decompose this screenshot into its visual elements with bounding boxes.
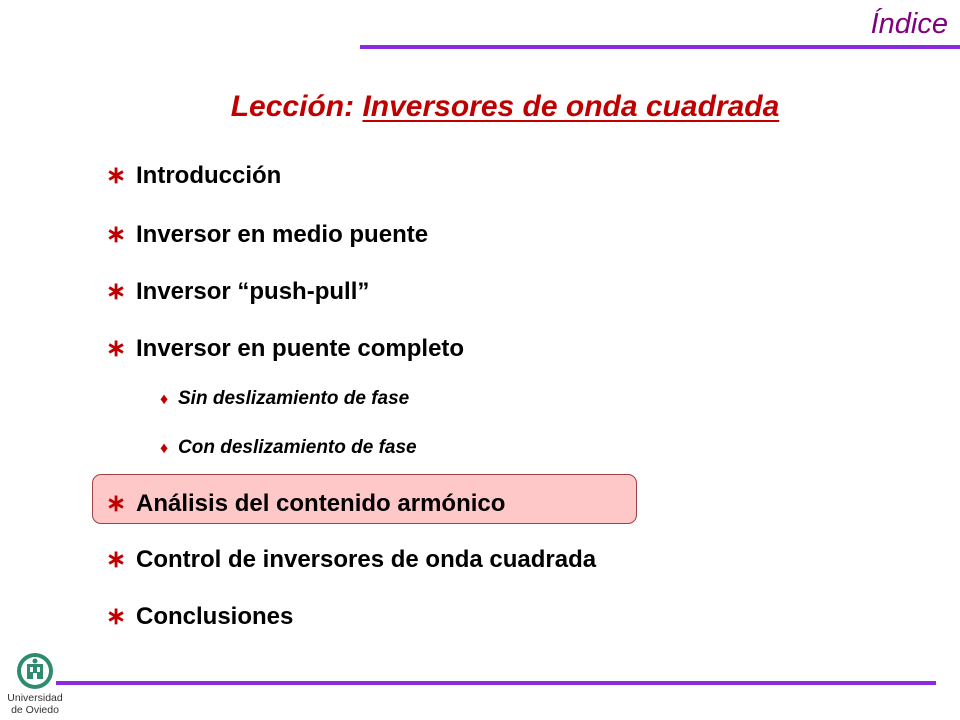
outline-item-label: Análisis del contenido armónico	[136, 490, 506, 517]
outline-subitem-label: Sin deslizamiento de fase	[178, 388, 410, 409]
outline-subitem-con-deslizamiento	[160, 433, 417, 463]
asterisk-bullet-icon: ∗	[106, 490, 127, 517]
diamond-bullet-icon: ♦	[160, 440, 169, 457]
header-title: Índice	[870, 8, 948, 40]
asterisk-bullet-icon: ∗	[106, 335, 127, 362]
outline-item-label: Conclusiones	[136, 603, 294, 630]
asterisk-bullet-icon: ∗	[106, 162, 127, 189]
outline-item-introduccion	[106, 156, 281, 196]
outline-item-label: Inversor “push-pull”	[136, 278, 370, 305]
asterisk-bullet-icon: ∗	[106, 546, 127, 573]
outline-subitem-sin-deslizamiento	[160, 384, 409, 414]
outline-item-analisis-armonico	[106, 484, 505, 524]
header-divider	[360, 45, 960, 49]
university-emblem-icon	[16, 652, 54, 690]
outline-item-label: Introducción	[136, 162, 282, 189]
outline-item-control	[106, 540, 596, 580]
outline-item-label: Inversor en medio puente	[136, 221, 429, 248]
footer-divider	[56, 681, 936, 685]
asterisk-bullet-icon: ∗	[106, 221, 127, 248]
logo-wordmark	[6, 692, 64, 716]
diamond-bullet-icon: ♦	[160, 391, 169, 408]
lesson-title	[0, 86, 960, 128]
outline-item-label: Inversor en puente completo	[136, 335, 465, 362]
logo-line-1: Universidad	[7, 692, 63, 704]
asterisk-bullet-icon: ∗	[106, 278, 127, 305]
outline-item-push-pull	[106, 272, 369, 312]
outline-item-medio-puente	[106, 215, 428, 255]
logo-line-2: de Oviedo	[11, 704, 59, 716]
outline-item-puente-completo	[106, 329, 464, 369]
outline-item-label: Control de inversores de onda cuadrada	[136, 546, 597, 573]
outline-item-conclusiones	[106, 597, 293, 637]
university-logo	[6, 650, 64, 720]
lesson-prefix: Lección:	[230, 90, 363, 123]
asterisk-bullet-icon: ∗	[106, 603, 127, 630]
outline-subitem-label: Con deslizamiento de fase	[178, 437, 417, 458]
lesson-topic: Inversores de onda cuadrada	[362, 90, 780, 123]
